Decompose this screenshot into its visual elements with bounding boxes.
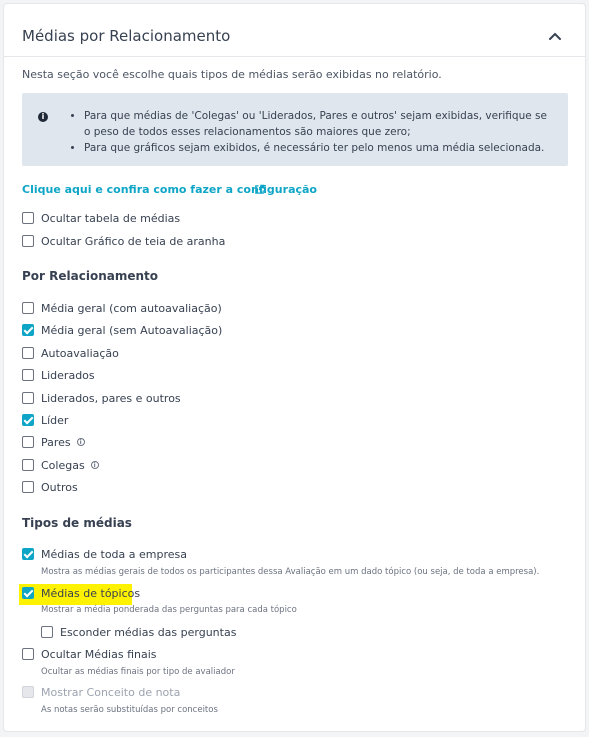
option-hint: Mostra as médias gerais de todos os participantes dessa Avaliação em um dado tópico (ou seja, de toda a empresa). bbox=[41, 567, 540, 577]
option-label: Liderados, pares e outros bbox=[41, 391, 181, 405]
checkbox[interactable] bbox=[22, 414, 34, 426]
checkbox[interactable] bbox=[22, 587, 34, 599]
checkbox[interactable] bbox=[22, 324, 34, 336]
settings-card bbox=[3, 3, 586, 732]
relationship-option[interactable] bbox=[22, 478, 78, 496]
checkbox[interactable] bbox=[22, 392, 34, 404]
hide-final-averages-option[interactable] bbox=[22, 645, 157, 663]
checkbox[interactable] bbox=[41, 626, 53, 638]
option-label: Mostrar Conceito de nota bbox=[41, 685, 181, 699]
show-grade-concept-option bbox=[22, 683, 180, 701]
option-hint: Ocultar as médias finais por tipo de avaliador bbox=[41, 667, 235, 677]
checkbox[interactable] bbox=[22, 212, 34, 224]
option-label: Liderados bbox=[41, 368, 95, 382]
section-heading: Por Relacionamento bbox=[22, 269, 159, 283]
info-item: • Para que gráficos sejam exibidos, é necessário ter pelo menos uma média selecionada. bbox=[84, 140, 550, 156]
option-label: Colegas bbox=[41, 458, 85, 472]
option-label: Ocultar Médias finais bbox=[41, 647, 157, 661]
relationship-option[interactable] bbox=[22, 321, 222, 339]
option-label: Médias de toda a empresa bbox=[41, 547, 187, 561]
option-label: Outros bbox=[41, 480, 78, 494]
external-link-icon[interactable] bbox=[254, 184, 265, 195]
info-tooltip-icon[interactable]: i bbox=[91, 461, 99, 469]
option-hint: Mostrar a média ponderada das perguntas para cada tópico bbox=[41, 605, 297, 615]
option-label: Líder bbox=[41, 413, 69, 427]
info-box bbox=[22, 93, 568, 166]
option-label: Autoavaliação bbox=[41, 346, 119, 360]
info-item: • Para que médias de 'Colegas' ou 'Liderados, Pares e outros' sejam exibidas, verifique se o peso de todos esses relacionamentos são maiores que zero; bbox=[84, 108, 550, 140]
relationship-option[interactable] bbox=[22, 366, 95, 384]
checkbox[interactable] bbox=[22, 548, 34, 560]
checkbox[interactable] bbox=[22, 459, 34, 471]
option-label: Esconder médias das perguntas bbox=[60, 625, 237, 639]
chevron-up-icon[interactable] bbox=[546, 28, 564, 46]
relationship-option[interactable] bbox=[22, 389, 181, 407]
option-label: Médias de tópicos bbox=[41, 586, 141, 600]
checkbox[interactable] bbox=[22, 648, 34, 660]
hide-chart-option[interactable] bbox=[22, 232, 225, 250]
checkbox[interactable] bbox=[22, 235, 34, 247]
info-icon: i bbox=[38, 112, 48, 122]
divider bbox=[4, 56, 585, 57]
checkbox[interactable] bbox=[22, 347, 34, 359]
checkbox[interactable] bbox=[22, 481, 34, 493]
topic-averages-option[interactable] bbox=[22, 584, 140, 602]
info-list bbox=[70, 108, 550, 156]
option-label: Pares bbox=[41, 435, 71, 449]
hide-question-averages-option[interactable] bbox=[41, 623, 236, 641]
relationship-option[interactable] bbox=[22, 411, 68, 429]
info-tooltip-icon[interactable]: i bbox=[77, 438, 85, 446]
checkbox[interactable] bbox=[22, 436, 34, 448]
option-label: Ocultar tabela de médias bbox=[41, 211, 181, 225]
config-help-link[interactable]: Clique aqui e confira como fazer a configuração bbox=[22, 183, 317, 196]
checkbox[interactable] bbox=[22, 369, 34, 381]
checkbox bbox=[22, 686, 34, 698]
section-heading: Tipos de médias bbox=[22, 516, 132, 530]
card-title: Médias por Relacionamento bbox=[22, 27, 231, 45]
relationship-option[interactable] bbox=[22, 299, 222, 317]
relationship-option[interactable] bbox=[22, 456, 99, 474]
relationship-option[interactable] bbox=[22, 433, 85, 451]
option-label: Ocultar Gráfico de teia de aranha bbox=[41, 234, 226, 248]
hide-table-option[interactable] bbox=[22, 209, 180, 227]
relationship-option[interactable] bbox=[22, 344, 119, 362]
option-label: Média geral (sem Autoavaliação) bbox=[41, 323, 223, 337]
option-hint: As notas serão substituídas por conceitos bbox=[41, 705, 218, 715]
checkbox[interactable] bbox=[22, 302, 34, 314]
section-description: Nesta seção você escolhe quais tipos de médias serão exibidas no relatório. bbox=[22, 68, 442, 81]
company-averages-option[interactable] bbox=[22, 545, 187, 563]
option-label: Média geral (com autoavaliação) bbox=[41, 301, 222, 315]
